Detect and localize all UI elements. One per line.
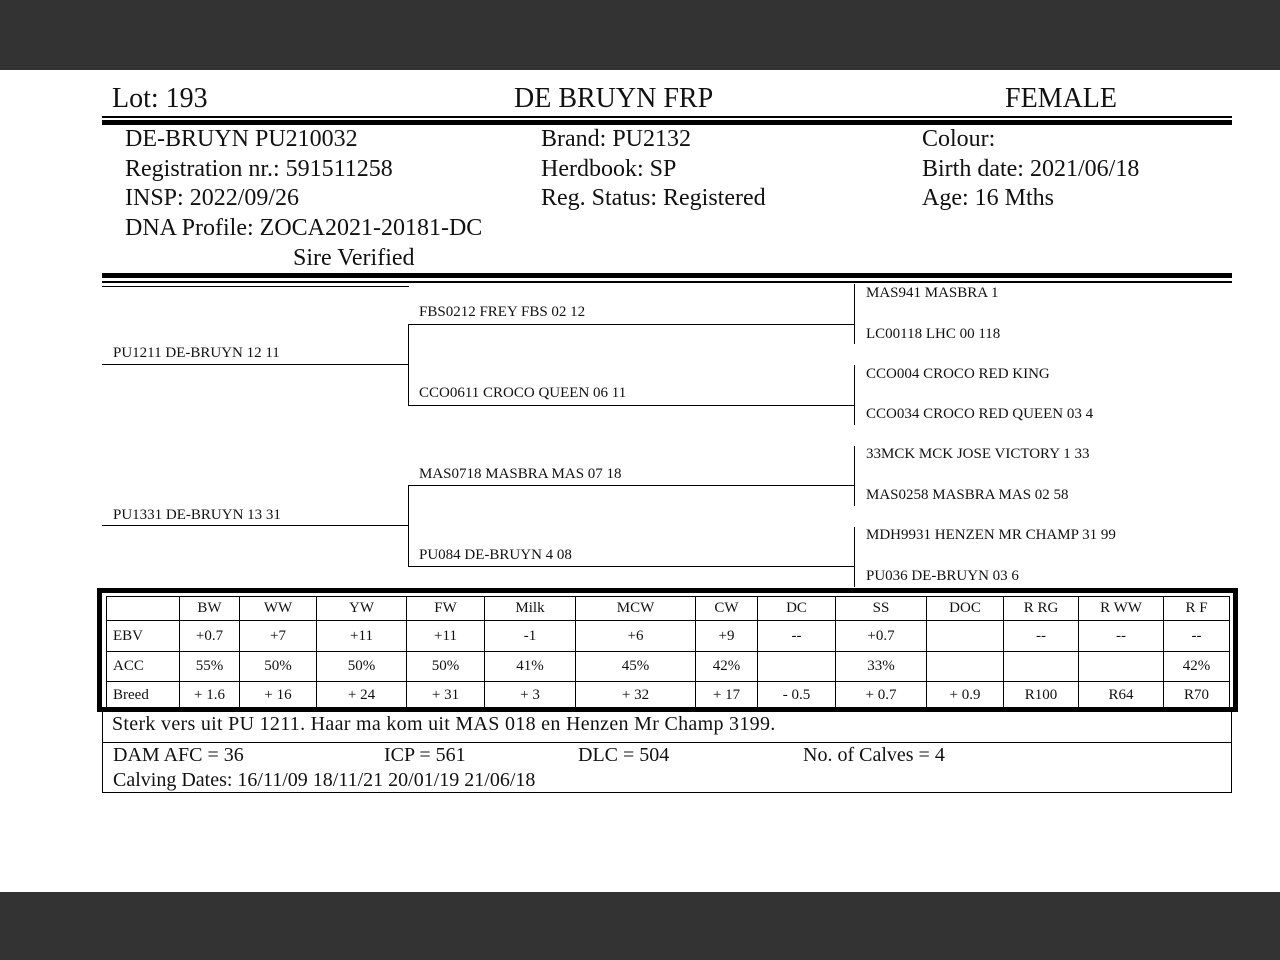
ebv-table: [106, 596, 1230, 709]
table-cell: + 0.9: [927, 682, 1004, 709]
table-header-cell: DC: [758, 597, 836, 621]
table-row-breed: [107, 682, 1230, 709]
table-cell: [1004, 652, 1079, 682]
table-cell: + 24: [317, 682, 407, 709]
dna-profile: DNA Profile: ZOCA2021-20181-DC: [125, 215, 483, 241]
table-cell: +0.7: [180, 621, 240, 652]
table-cell: 42%: [696, 652, 758, 682]
table-cell: +6: [576, 621, 696, 652]
age: Age: 16 Mths: [922, 185, 1054, 211]
table-header-cell: WW: [240, 597, 317, 621]
registration-status: Reg. Status: Registered: [541, 185, 766, 211]
table-cell: --: [1164, 621, 1230, 652]
table-cell: [927, 652, 1004, 682]
table-cell: --: [1004, 621, 1079, 652]
sire-dam-name: CCO0611 CROCO QUEEN 06 11: [419, 385, 627, 401]
table-cell: + 0.7: [836, 682, 927, 709]
table-header-cell: R WW: [1079, 597, 1164, 621]
table-row-label: EBV: [107, 621, 180, 652]
table-header-cell: SS: [836, 597, 927, 621]
pedigree-line: [408, 485, 409, 567]
sire-name: PU1211 DE-BRUYN 12 11: [113, 345, 280, 361]
dam-dam-name: PU084 DE-BRUYN 4 08: [419, 547, 572, 563]
lot-number: Lot: 193: [112, 83, 208, 114]
sex-label: FEMALE: [1005, 83, 1117, 114]
pedigree-line: [102, 286, 409, 287]
table-cell: + 32: [576, 682, 696, 709]
pedigree-line: [854, 446, 855, 506]
header-rule-thick: [102, 120, 1232, 125]
ggp-sss-name: MAS941 MASBRA 1: [866, 285, 999, 301]
table-cell: + 17: [696, 682, 758, 709]
table-cell: + 31: [407, 682, 485, 709]
table-cell: + 3: [485, 682, 576, 709]
table-cell: -1: [485, 621, 576, 652]
table-cell: + 1.6: [180, 682, 240, 709]
table-cell: +0.7: [836, 621, 927, 652]
ggp-dsd-name: MAS0258 MASBRA MAS 02 58: [866, 487, 1069, 503]
registration-number: Registration nr.: 591511258: [125, 156, 393, 182]
table-header-cell: R RG: [1004, 597, 1079, 621]
top-letterbox-bar: [0, 0, 1280, 70]
ggp-dds-name: MDH9931 HENZEN MR CHAMP 31 99: [866, 527, 1116, 543]
table-cell: 55%: [180, 652, 240, 682]
table-header-cell: [107, 597, 180, 621]
dam-calves-count: No. of Calves = 4: [803, 744, 945, 766]
table-cell: +11: [407, 621, 485, 652]
table-cell: +11: [317, 621, 407, 652]
table-cell: +9: [696, 621, 758, 652]
table-cell: + 16: [240, 682, 317, 709]
table-cell: [1079, 652, 1164, 682]
table-row-acc: [107, 652, 1230, 682]
ggp-sdd-name: CCO034 CROCO RED QUEEN 03 4: [866, 406, 1094, 422]
table-cell: - 0.5: [758, 682, 836, 709]
sire-sire-name: FBS0212 FREY FBS 02 12: [419, 304, 586, 320]
table-header-cell: BW: [180, 597, 240, 621]
ggp-dss-name: 33MCK MCK JOSE VICTORY 1 33: [866, 446, 1090, 462]
table-header-cell: MCW: [576, 597, 696, 621]
calving-dates: Calving Dates: 16/11/09 18/11/21 20/01/19 21/06/18: [113, 769, 536, 791]
pedigree-line: [102, 525, 409, 526]
ggp-ssd-name: LC00118 LHC 00 118: [866, 326, 1001, 342]
dam-name: PU1331 DE-BRUYN 13 31: [113, 507, 281, 523]
dam-afc: DAM AFC = 36: [113, 744, 244, 766]
table-cell: --: [758, 621, 836, 652]
pedigree-line: [102, 364, 409, 365]
table-cell: 50%: [240, 652, 317, 682]
remarks-text: Sterk vers uit PU 1211. Haar ma kom uit MAS 018 en Henzen Mr Champ 3199.: [112, 713, 776, 735]
dam-sire-name: MAS0718 MASBRA MAS 07 18: [419, 466, 622, 482]
bottom-letterbox-bar: [0, 892, 1280, 960]
pedigree-line: [854, 527, 855, 587]
table-header-cell: CW: [696, 597, 758, 621]
table-row-label: Breed: [107, 682, 180, 709]
ebv-header-row: [107, 597, 1230, 621]
table-header-cell: FW: [407, 597, 485, 621]
table-cell: --: [1079, 621, 1164, 652]
colour: Colour:: [922, 126, 996, 152]
pedigree-line: [854, 365, 855, 425]
pedigree-line: [408, 324, 855, 325]
info-rule-thin: [102, 281, 1232, 283]
table-cell: 50%: [317, 652, 407, 682]
dam-icp: ICP = 561: [384, 744, 466, 766]
table-cell: [927, 621, 1004, 652]
birth-date: Birth date: 2021/06/18: [922, 156, 1140, 182]
table-header-cell: YW: [317, 597, 407, 621]
table-cell: +7: [240, 621, 317, 652]
inspection-date: INSP: 2022/09/26: [125, 185, 300, 211]
pedigree-line: [408, 485, 855, 486]
header-rule-thin: [102, 116, 1232, 118]
table-cell: 42%: [1164, 652, 1230, 682]
ggp-sds-name: CCO004 CROCO RED KING: [866, 366, 1050, 382]
table-cell: [758, 652, 836, 682]
table-cell: 41%: [485, 652, 576, 682]
table-cell: 33%: [836, 652, 927, 682]
table-cell: 45%: [576, 652, 696, 682]
table-cell: R64: [1079, 682, 1164, 709]
info-rule-thick: [102, 273, 1232, 278]
ggp-ddd-name: PU036 DE-BRUYN 03 6: [866, 568, 1019, 584]
table-cell: 50%: [407, 652, 485, 682]
table-row-ebv: [107, 621, 1230, 652]
pedigree-line: [408, 324, 409, 405]
herdbook: Herdbook: SP: [541, 156, 677, 182]
table-cell: R100: [1004, 682, 1079, 709]
pedigree-line: [854, 284, 855, 344]
table-header-cell: Milk: [485, 597, 576, 621]
animal-name: DE-BRUYN PU210032: [125, 126, 358, 152]
table-row-label: ACC: [107, 652, 180, 682]
table-header-cell: R F: [1164, 597, 1230, 621]
dam-dlc: DLC = 504: [578, 744, 670, 766]
pedigree-line: [408, 566, 855, 567]
sire-verified: Sire Verified: [293, 245, 415, 271]
breeder-name: DE BRUYN FRP: [514, 83, 714, 114]
table-header-cell: DOC: [927, 597, 1004, 621]
table-cell: R70: [1164, 682, 1230, 709]
brand: Brand: PU2132: [541, 126, 691, 152]
pedigree-line: [408, 405, 855, 406]
